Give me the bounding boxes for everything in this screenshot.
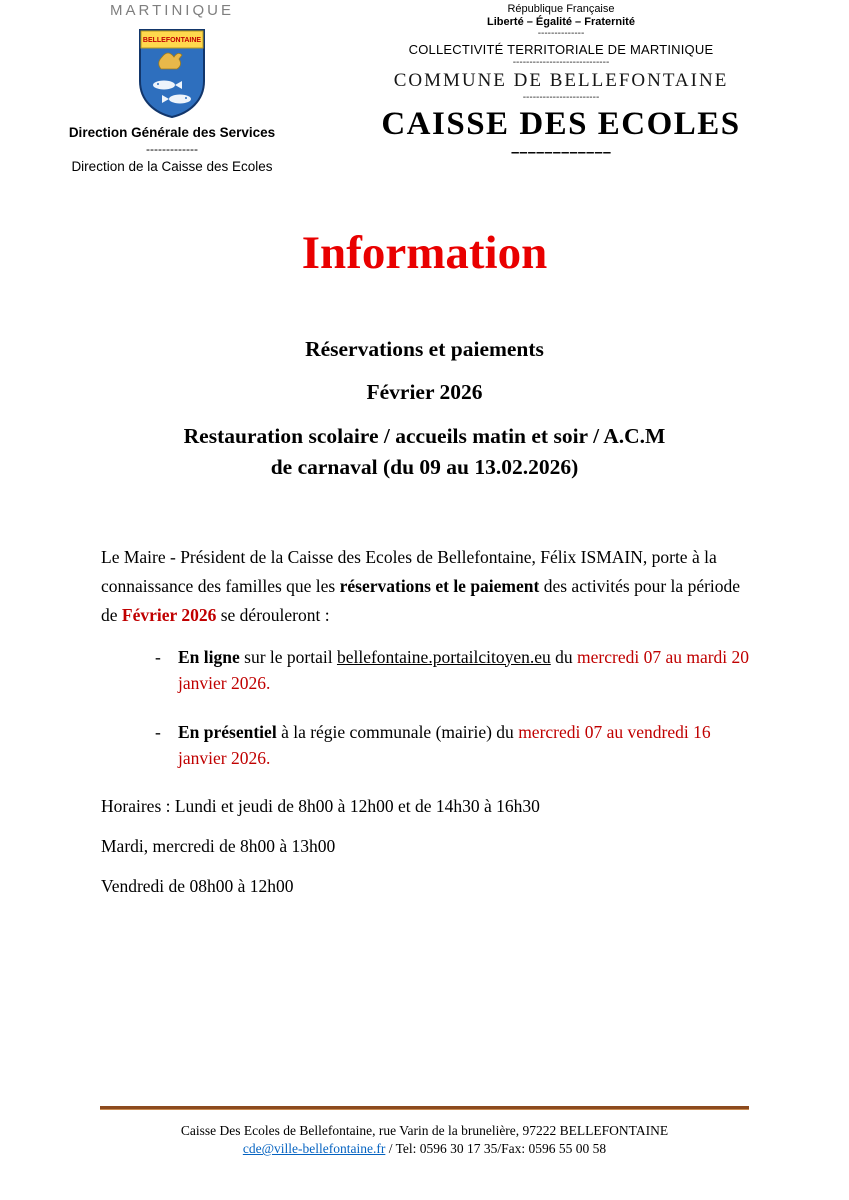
page-title: Information xyxy=(301,227,548,279)
inperson-dates: mercredi 07 au vendredi 16 janvier 2026. xyxy=(178,722,711,769)
hours-line-2: Mardi, mercredi de 8h00 à 13h00 xyxy=(101,835,336,856)
intro-text-2: des activités pour la période de xyxy=(101,575,741,625)
list-item-inperson xyxy=(101,719,751,772)
subtitle-reservations: Réservations et paiements xyxy=(305,337,544,361)
region-label: MARTINIQUE xyxy=(110,2,234,19)
hours-line-1: Horaires : Lundi et jeudi de 8h00 à 12h00 et de 14h30 à 16h30 xyxy=(101,795,540,816)
subtitle-activities-line2: de carnaval (du 09 au 13.02.2026) xyxy=(270,455,579,479)
list-item-online xyxy=(101,644,751,697)
subtitle-activities-line1: Restauration scolaire / accueils matin et soir / A.C.M xyxy=(183,424,666,448)
intro-paragraph xyxy=(101,543,751,630)
crest-text: BELLEFONTAINE xyxy=(142,37,202,44)
inperson-label: En présentiel xyxy=(178,722,277,743)
online-dates: mercredi 07 au mardi 20 janvier 2026. xyxy=(178,646,750,693)
crest-icon xyxy=(136,27,208,119)
bullet-dash: - xyxy=(155,722,161,743)
intro-text-3: se dérouleront : xyxy=(216,604,330,625)
online-label: En ligne xyxy=(178,646,240,667)
intro-month-highlight: Février 2026 xyxy=(121,604,217,625)
footer-contact-line xyxy=(0,1140,849,1158)
email-link[interactable]: cde@ville-bellefontaine.fr xyxy=(242,1141,386,1157)
subtitle-month: Février 2026 xyxy=(366,380,483,404)
inperson-text-1: à la régie communale (mairie) du xyxy=(276,722,519,743)
motto-label: Liberté – Égalité – Fraternité xyxy=(487,16,635,28)
online-text-1: sur le portail xyxy=(239,646,337,667)
org-title: CAISSE DES ECOLES xyxy=(381,106,741,142)
bellefontaine-crest-logo xyxy=(136,27,208,119)
intro-bold-reservations: réservations et le paiement xyxy=(339,575,540,596)
options-list xyxy=(101,644,751,772)
online-text-2: du xyxy=(550,646,578,667)
header-left xyxy=(58,2,286,174)
hours-line-3: Vendredi de 08h00 à 12h00 xyxy=(101,875,294,896)
bullet-dash: - xyxy=(155,646,161,667)
footer-divider xyxy=(100,1106,749,1110)
separator-4: –––––––––––– xyxy=(510,144,612,161)
separator-3: ----------------------- xyxy=(522,92,600,103)
separator-1: -------------- xyxy=(537,28,585,39)
department-name: Direction de la Caisse des Ecoles xyxy=(71,159,273,174)
body-content xyxy=(101,543,751,916)
intro-text-1: Le Maire - Président de la Caisse des Ecoles de Bellefontaine, Félix ISMAIN, porte à la connaissance des familles que les xyxy=(101,547,717,596)
footer xyxy=(0,1122,849,1158)
collectivity-label: COLLECTIVITÉ TERRITORIALE DE MARTINIQUE xyxy=(408,42,714,57)
republic-label: République Française xyxy=(507,3,615,15)
header-right xyxy=(372,3,750,161)
separator-left: ------------- xyxy=(146,142,198,156)
commune-label: COMMUNE DE BELLEFONTAINE xyxy=(393,70,729,91)
opening-hours xyxy=(101,796,751,897)
portal-link[interactable]: bellefontaine.portailcitoyen.eu xyxy=(336,646,551,667)
footer-address: Caisse Des Ecoles de Bellefontaine, rue Varin de la brunelière, 97222 BELLEFONTAINE xyxy=(180,1123,669,1138)
footer-phone-fax: / Tel: 0596 30 17 35/Fax: 0596 55 00 58 xyxy=(385,1141,607,1157)
service-name: Direction Générale des Services xyxy=(68,125,276,140)
separator-2: ----------------------------- xyxy=(512,57,610,68)
